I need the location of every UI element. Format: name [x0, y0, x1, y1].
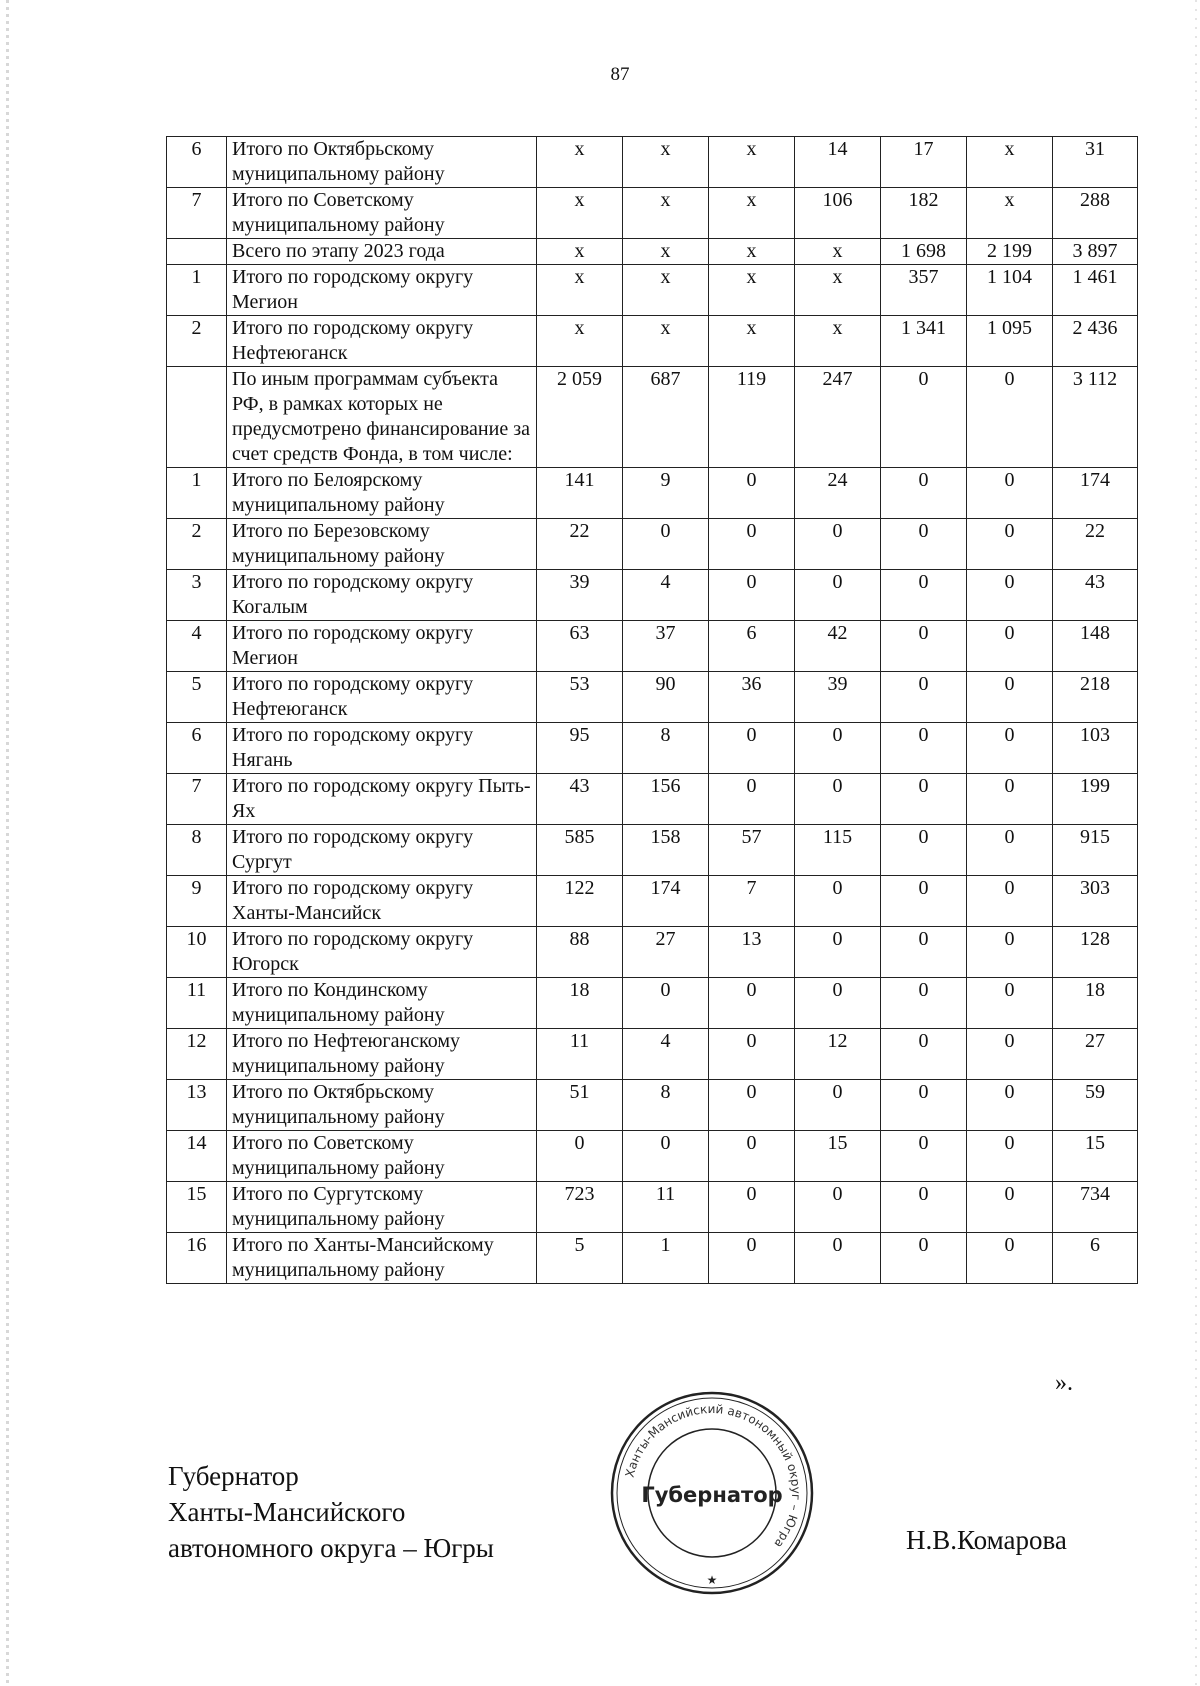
- row-value: 303: [1053, 876, 1138, 927]
- row-value: 218: [1053, 672, 1138, 723]
- row-number: 2: [167, 519, 227, 570]
- row-value: 5: [537, 1233, 623, 1284]
- row-number: 3: [167, 570, 227, 621]
- table-row: [167, 927, 1138, 978]
- row-value: 0: [881, 1131, 967, 1182]
- row-value: x: [967, 137, 1053, 188]
- row-value: x: [795, 316, 881, 367]
- seal-ring-text: Ханты-Мансийский автономный округ – Югра: [622, 1401, 804, 1551]
- row-name: Итого по городскому округу Пыть-Ях: [227, 774, 537, 825]
- table-row: [167, 825, 1138, 876]
- row-value: 0: [967, 1080, 1053, 1131]
- row-number: 14: [167, 1131, 227, 1182]
- row-value: 13: [709, 927, 795, 978]
- row-value: 43: [1053, 570, 1138, 621]
- row-value: 90: [623, 672, 709, 723]
- row-value: 15: [1053, 1131, 1138, 1182]
- row-value: 1 698: [881, 239, 967, 265]
- row-value: 723: [537, 1182, 623, 1233]
- row-value: 0: [795, 978, 881, 1029]
- seal-graphic: [602, 1388, 822, 1598]
- row-value: 585: [537, 825, 623, 876]
- row-value: 51: [537, 1080, 623, 1131]
- row-value: 119: [709, 367, 795, 468]
- row-value: 0: [967, 519, 1053, 570]
- row-value: 174: [1053, 468, 1138, 519]
- row-value: 141: [537, 468, 623, 519]
- table-row: [167, 1233, 1138, 1284]
- row-value: 6: [1053, 1233, 1138, 1284]
- scan-edge-right: [1195, 0, 1197, 1686]
- row-value: 0: [881, 774, 967, 825]
- row-name: Итого по городскому округу Югорск: [227, 927, 537, 978]
- row-name: Итого по Нефтеюганскому муниципальному району: [227, 1029, 537, 1080]
- row-value: 18: [537, 978, 623, 1029]
- row-value: x: [537, 188, 623, 239]
- row-number: 10: [167, 927, 227, 978]
- row-value: 27: [623, 927, 709, 978]
- row-value: 0: [709, 468, 795, 519]
- row-value: 0: [881, 1233, 967, 1284]
- row-number: 4: [167, 621, 227, 672]
- row-value: 2 059: [537, 367, 623, 468]
- row-value: 0: [881, 367, 967, 468]
- table-row: [167, 978, 1138, 1029]
- official-seal: [602, 1388, 822, 1598]
- row-value: 915: [1053, 825, 1138, 876]
- scan-edge-left: [6, 0, 9, 1686]
- row-value: 734: [1053, 1182, 1138, 1233]
- row-value: x: [795, 239, 881, 265]
- row-value: 106: [795, 188, 881, 239]
- row-value: 0: [967, 672, 1053, 723]
- row-value: 59: [1053, 1080, 1138, 1131]
- row-name: Всего по этапу 2023 года: [227, 239, 537, 265]
- row-number: 5: [167, 672, 227, 723]
- row-value: x: [623, 137, 709, 188]
- row-value: 0: [709, 1080, 795, 1131]
- row-value: 0: [967, 978, 1053, 1029]
- row-value: 0: [967, 1131, 1053, 1182]
- row-value: 0: [623, 978, 709, 1029]
- table-row: [167, 672, 1138, 723]
- row-value: x: [967, 188, 1053, 239]
- row-name: Итого по городскому округу Мегион: [227, 265, 537, 316]
- row-value: 0: [709, 1029, 795, 1080]
- row-value: 43: [537, 774, 623, 825]
- row-number: 8: [167, 825, 227, 876]
- housing-program-table: [166, 136, 1138, 1284]
- row-value: 7: [709, 876, 795, 927]
- row-value: 0: [881, 519, 967, 570]
- row-value: 0: [795, 1233, 881, 1284]
- row-value: 0: [795, 876, 881, 927]
- row-value: 0: [881, 672, 967, 723]
- row-value: 0: [881, 1182, 967, 1233]
- row-value: x: [537, 316, 623, 367]
- row-value: 0: [881, 723, 967, 774]
- row-value: 4: [623, 1029, 709, 1080]
- table-body: [167, 137, 1138, 1284]
- row-value: 1: [623, 1233, 709, 1284]
- row-value: 0: [967, 468, 1053, 519]
- row-value: 0: [709, 774, 795, 825]
- row-value: 0: [709, 570, 795, 621]
- row-number: 9: [167, 876, 227, 927]
- row-value: 0: [967, 876, 1053, 927]
- row-value: 31: [1053, 137, 1138, 188]
- row-value: 37: [623, 621, 709, 672]
- row-value: 357: [881, 265, 967, 316]
- row-value: 24: [795, 468, 881, 519]
- row-value: 0: [967, 1182, 1053, 1233]
- table-row: [167, 1131, 1138, 1182]
- row-value: x: [709, 239, 795, 265]
- row-number: 2: [167, 316, 227, 367]
- row-value: 0: [709, 1233, 795, 1284]
- row-value: 122: [537, 876, 623, 927]
- row-number: [167, 239, 227, 265]
- table-row: [167, 570, 1138, 621]
- row-name: Итого по городскому округу Нягань: [227, 723, 537, 774]
- signature-title-line-1: Губернатор: [168, 1461, 299, 1491]
- row-value: 36: [709, 672, 795, 723]
- row-name: Итого по Советскому муниципальному району: [227, 188, 537, 239]
- row-value: x: [623, 239, 709, 265]
- row-value: 1 095: [967, 316, 1053, 367]
- row-name: Итого по Сургутскому муниципальному району: [227, 1182, 537, 1233]
- row-value: 53: [537, 672, 623, 723]
- row-value: 0: [881, 468, 967, 519]
- row-value: 6: [709, 621, 795, 672]
- seal-star-icon: ★: [706, 1573, 718, 1587]
- row-number: 6: [167, 137, 227, 188]
- row-value: 18: [1053, 978, 1138, 1029]
- row-value: 0: [881, 1080, 967, 1131]
- row-value: 0: [967, 367, 1053, 468]
- table-row: [167, 723, 1138, 774]
- row-value: x: [537, 239, 623, 265]
- row-value: 11: [623, 1182, 709, 1233]
- row-value: 27: [1053, 1029, 1138, 1080]
- row-name: Итого по городскому округу Сургут: [227, 825, 537, 876]
- row-number: 7: [167, 188, 227, 239]
- table-row: [167, 137, 1138, 188]
- row-name: Итого по городскому округу Нефтеюганск: [227, 316, 537, 367]
- row-value: 14: [795, 137, 881, 188]
- row-value: 0: [709, 723, 795, 774]
- row-number: 1: [167, 265, 227, 316]
- row-value: 1 104: [967, 265, 1053, 316]
- row-value: 182: [881, 188, 967, 239]
- row-value: x: [537, 265, 623, 316]
- row-value: x: [537, 137, 623, 188]
- table-row: [167, 239, 1138, 265]
- row-value: 17: [881, 137, 967, 188]
- signature-title: [168, 1458, 494, 1566]
- row-number: 13: [167, 1080, 227, 1131]
- row-value: 3 112: [1053, 367, 1138, 468]
- row-value: 0: [967, 570, 1053, 621]
- table-row: [167, 1182, 1138, 1233]
- row-value: 0: [967, 1029, 1053, 1080]
- row-value: 0: [881, 876, 967, 927]
- table-row: [167, 188, 1138, 239]
- row-value: 0: [709, 978, 795, 1029]
- row-value: 103: [1053, 723, 1138, 774]
- row-number: 16: [167, 1233, 227, 1284]
- row-number: 15: [167, 1182, 227, 1233]
- row-value: 174: [623, 876, 709, 927]
- row-value: 42: [795, 621, 881, 672]
- row-name: Итого по Октябрьскому муниципальному району: [227, 137, 537, 188]
- row-number: [167, 367, 227, 468]
- row-value: 1 341: [881, 316, 967, 367]
- row-value: 0: [795, 927, 881, 978]
- row-value: 0: [795, 570, 881, 621]
- row-name: Итого по городскому округу Нефтеюганск: [227, 672, 537, 723]
- row-value: 0: [967, 723, 1053, 774]
- row-value: 0: [709, 1182, 795, 1233]
- row-value: x: [623, 188, 709, 239]
- row-number: 7: [167, 774, 227, 825]
- table-row: [167, 621, 1138, 672]
- row-value: 0: [795, 519, 881, 570]
- row-value: 0: [967, 621, 1053, 672]
- row-value: 199: [1053, 774, 1138, 825]
- row-value: 128: [1053, 927, 1138, 978]
- table-row: [167, 1080, 1138, 1131]
- row-number: 12: [167, 1029, 227, 1080]
- row-value: 0: [967, 927, 1053, 978]
- table-row: [167, 519, 1138, 570]
- table-row: [167, 1029, 1138, 1080]
- signature-title-line-2: Ханты-Мансийского: [168, 1497, 406, 1527]
- row-value: 0: [623, 1131, 709, 1182]
- seal-center-text: Губернатор: [641, 1483, 783, 1507]
- row-value: x: [623, 316, 709, 367]
- row-value: 95: [537, 723, 623, 774]
- row-name: Итого по Белоярскому муниципальному району: [227, 468, 537, 519]
- row-value: 288: [1053, 188, 1138, 239]
- row-value: 22: [1053, 519, 1138, 570]
- table-row: [167, 316, 1138, 367]
- row-name: Итого по городскому округу Ханты-Мансийск: [227, 876, 537, 927]
- row-value: 687: [623, 367, 709, 468]
- row-value: 39: [537, 570, 623, 621]
- row-value: 0: [795, 723, 881, 774]
- row-value: 39: [795, 672, 881, 723]
- row-value: 0: [881, 978, 967, 1029]
- row-value: 57: [709, 825, 795, 876]
- row-value: 8: [623, 723, 709, 774]
- row-value: 0: [967, 1233, 1053, 1284]
- row-value: 0: [881, 927, 967, 978]
- row-value: 0: [967, 774, 1053, 825]
- row-value: 9: [623, 468, 709, 519]
- row-value: 0: [881, 570, 967, 621]
- row-value: 3 897: [1053, 239, 1138, 265]
- row-value: 1 461: [1053, 265, 1138, 316]
- row-number: 6: [167, 723, 227, 774]
- row-value: x: [709, 188, 795, 239]
- row-value: 22: [537, 519, 623, 570]
- row-value: 148: [1053, 621, 1138, 672]
- signature-name: Н.В.Комарова: [906, 1525, 1067, 1555]
- row-value: 0: [881, 621, 967, 672]
- row-value: 0: [623, 519, 709, 570]
- table-row: [167, 876, 1138, 927]
- row-value: 11: [537, 1029, 623, 1080]
- table-row: [167, 468, 1138, 519]
- row-number: 11: [167, 978, 227, 1029]
- row-name: Итого по Ханты-Мансийскому муниципальному району: [227, 1233, 537, 1284]
- table-row: [167, 774, 1138, 825]
- row-value: 2 436: [1053, 316, 1138, 367]
- row-value: 2 199: [967, 239, 1053, 265]
- table-row: [167, 367, 1138, 468]
- row-value: 158: [623, 825, 709, 876]
- row-value: 0: [795, 1080, 881, 1131]
- row-name: Итого по городскому округу Когалым: [227, 570, 537, 621]
- row-name: Итого по городскому округу Мегион: [227, 621, 537, 672]
- row-value: x: [709, 137, 795, 188]
- row-value: 12: [795, 1029, 881, 1080]
- row-value: x: [709, 316, 795, 367]
- page-number: 87: [610, 64, 630, 85]
- row-value: x: [795, 265, 881, 316]
- row-value: 0: [967, 825, 1053, 876]
- closing-quote: ».: [1055, 1370, 1073, 1396]
- row-value: x: [709, 265, 795, 316]
- row-value: 63: [537, 621, 623, 672]
- row-value: 0: [881, 1029, 967, 1080]
- row-name: Итого по Березовскому муниципальному району: [227, 519, 537, 570]
- row-number: 1: [167, 468, 227, 519]
- row-value: 0: [881, 825, 967, 876]
- row-value: 0: [795, 1182, 881, 1233]
- row-value: 0: [537, 1131, 623, 1182]
- row-value: 156: [623, 774, 709, 825]
- row-value: 0: [795, 774, 881, 825]
- row-value: 0: [709, 519, 795, 570]
- table-row: [167, 265, 1138, 316]
- row-value: x: [623, 265, 709, 316]
- row-name: По иным программам субъекта РФ, в рамках которых не предусмотрено финансирование за счет средств Фонда, в том числе:: [227, 367, 537, 468]
- row-value: 8: [623, 1080, 709, 1131]
- row-name: Итого по Октябрьскому муниципальному району: [227, 1080, 537, 1131]
- row-name: Итого по Советскому муниципальному району: [227, 1131, 537, 1182]
- row-value: 88: [537, 927, 623, 978]
- row-value: 0: [709, 1131, 795, 1182]
- row-value: 4: [623, 570, 709, 621]
- row-value: 115: [795, 825, 881, 876]
- signature-title-line-3: автономного округа – Югры: [168, 1533, 494, 1563]
- row-value: 15: [795, 1131, 881, 1182]
- row-value: 247: [795, 367, 881, 468]
- row-name: Итого по Кондинскому муниципальному району: [227, 978, 537, 1029]
